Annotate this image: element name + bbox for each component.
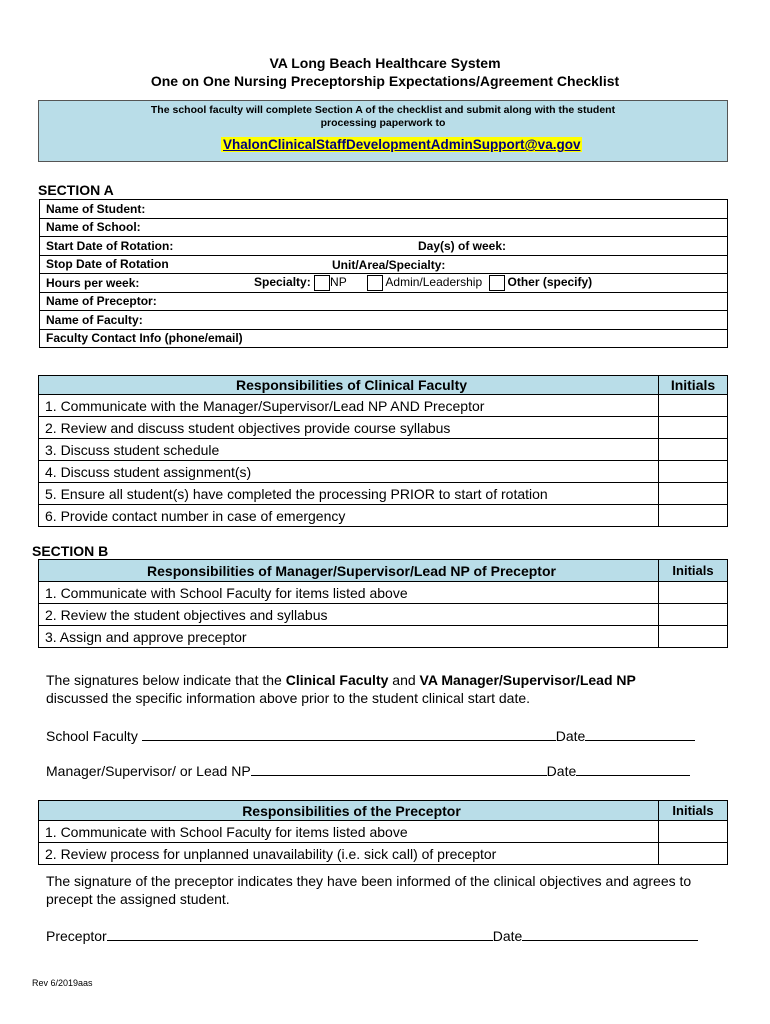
preceptor-table-header: Responsibilities of the Preceptor <box>39 801 659 821</box>
intro-text-a: The signatures below indicate that the <box>46 672 286 688</box>
faculty-contact-label: Faculty Contact Info (phone/email) <box>46 331 243 346</box>
intro-text-e: discussed the specific information above prior to the student clinical start date. <box>46 690 531 706</box>
faculty-table-header: Responsibilities of Clinical Faculty <box>39 376 659 395</box>
preceptor-statement-line-1: The signature of the preceptor indicates they have been informed of the clinical objectives and agrees to <box>46 873 692 889</box>
faculty-item: 6. Provide contact number in case of emergency <box>39 505 659 527</box>
stop-date-label: Stop Date of Rotation <box>46 257 169 272</box>
intro-text-c: and <box>388 672 420 688</box>
revision-footer: Rev 6/2019aas <box>32 978 93 988</box>
notice-text <box>39 104 727 130</box>
section-a-form <box>39 199 728 348</box>
student-name-label: Name of Student: <box>46 201 146 216</box>
faculty-item: 5. Ensure all student(s) have completed the processing PRIOR to start of rotation <box>39 483 659 505</box>
manager-table-header: Responsibilities of Manager/Supervisor/Lead NP of Preceptor <box>39 560 659 582</box>
section-b-title: SECTION B <box>32 543 109 559</box>
start-date-label: Start Date of Rotation: <box>46 238 174 253</box>
school-faculty-signature-field[interactable] <box>142 726 556 741</box>
school-name-label: Name of School: <box>46 220 141 235</box>
manager-date-label: Date <box>546 763 577 779</box>
school-faculty-date-field[interactable] <box>585 726 695 741</box>
specialty-group <box>254 275 592 291</box>
manager-initials-header: Initials <box>659 560 728 582</box>
manager-responsibilities-table <box>38 559 728 648</box>
manager-signature-line <box>46 761 690 780</box>
specialty-label: Specialty: <box>254 275 311 290</box>
preceptor-date-label: Date <box>492 928 523 944</box>
preceptor-signature-field[interactable] <box>107 926 493 941</box>
admin-option-label: Admin/Leadership <box>385 275 483 290</box>
faculty-item: 2. Review and discuss student objectives provide course syllabus <box>39 417 659 439</box>
submission-notice <box>38 100 728 162</box>
hours-label: Hours per week: <box>46 275 140 290</box>
faculty-initials-header: Initials <box>659 376 728 395</box>
preceptor-responsibilities-table <box>38 800 728 865</box>
manager-item: 1. Communicate with School Faculty for items listed above <box>39 582 659 604</box>
unit-area-label: Unit/Area/Specialty: <box>332 257 446 272</box>
manager-item: 3. Assign and approve preceptor <box>39 626 659 648</box>
admin-checkbox[interactable] <box>367 275 383 291</box>
section-a-title: SECTION A <box>38 182 114 198</box>
other-checkbox[interactable] <box>489 275 505 291</box>
preceptor-item: 2. Review process for unplanned unavailability (i.e. sick call) of preceptor <box>39 843 659 865</box>
preceptor-initials-cell[interactable] <box>659 843 728 865</box>
school-faculty-signature-line <box>46 726 695 745</box>
support-email-link[interactable]: VhalonClinicalStaffDevelopmentAdminSupport@va.gov <box>223 137 581 152</box>
manager-label: Manager/Supervisor/ or Lead NP <box>46 763 251 779</box>
preceptor-item: 1. Communicate with School Faculty for items listed above <box>39 821 659 843</box>
faculty-contact-field[interactable] <box>40 329 728 348</box>
document-title: VA Long Beach Healthcare System <box>269 55 501 71</box>
faculty-item: 1. Communicate with the Manager/Supervisor/Lead NP AND Preceptor <box>39 395 659 417</box>
manager-initials-cell[interactable] <box>659 604 728 626</box>
preceptor-name-field[interactable] <box>40 292 728 311</box>
student-name-field[interactable] <box>40 200 728 219</box>
signature-intro <box>46 671 736 707</box>
intro-va-manager: VA Manager/Supervisor/Lead NP <box>419 672 636 688</box>
notice-line-2: processing paperwork to <box>320 117 446 129</box>
preceptor-initials-cell[interactable] <box>659 821 728 843</box>
manager-initials-cell[interactable] <box>659 582 728 604</box>
faculty-initials-cell[interactable] <box>659 417 728 439</box>
faculty-name-field[interactable] <box>40 311 728 330</box>
np-checkbox[interactable] <box>314 275 330 291</box>
manager-item: 2. Review the student objectives and syllabus <box>39 604 659 626</box>
faculty-name-label: Name of Faculty: <box>46 312 143 327</box>
days-of-week-label: Day(s) of week: <box>418 239 507 253</box>
np-option-label: NP <box>330 275 347 290</box>
faculty-item: 3. Discuss student schedule <box>39 439 659 461</box>
start-date-row[interactable] <box>40 237 728 256</box>
manager-initials-cell[interactable] <box>659 626 728 648</box>
school-faculty-label: School Faculty <box>46 728 142 744</box>
document-subtitle: One on One Nursing Preceptorship Expectations/Agreement Checklist <box>150 73 620 89</box>
school-faculty-date-label: Date <box>555 728 586 744</box>
faculty-initials-cell[interactable] <box>659 483 728 505</box>
faculty-initials-cell[interactable] <box>659 439 728 461</box>
faculty-responsibilities-table <box>38 375 728 527</box>
preceptor-initials-header: Initials <box>659 801 728 821</box>
preceptor-label: Preceptor <box>46 928 107 944</box>
faculty-item: 4. Discuss student assignment(s) <box>39 461 659 483</box>
hours-specialty-row <box>40 274 728 293</box>
stop-date-row[interactable] <box>40 255 728 274</box>
faculty-initials-cell[interactable] <box>659 395 728 417</box>
faculty-initials-cell[interactable] <box>659 461 728 483</box>
other-option-label: Other (specify) <box>507 275 593 290</box>
school-name-field[interactable] <box>40 218 728 237</box>
faculty-initials-cell[interactable] <box>659 505 728 527</box>
manager-signature-field[interactable] <box>251 761 547 776</box>
preceptor-statement-line-2: precept the assigned student. <box>46 891 230 907</box>
preceptor-signature-line <box>46 926 698 945</box>
preceptor-statement <box>46 872 766 908</box>
notice-line-1: The school faculty will complete Section A of the checklist and submit along with the student <box>150 104 616 116</box>
preceptor-date-field[interactable] <box>522 926 698 941</box>
intro-clinical-faculty: Clinical Faculty <box>285 672 389 688</box>
manager-date-field[interactable] <box>576 761 690 776</box>
preceptor-name-label: Name of Preceptor: <box>46 294 157 309</box>
